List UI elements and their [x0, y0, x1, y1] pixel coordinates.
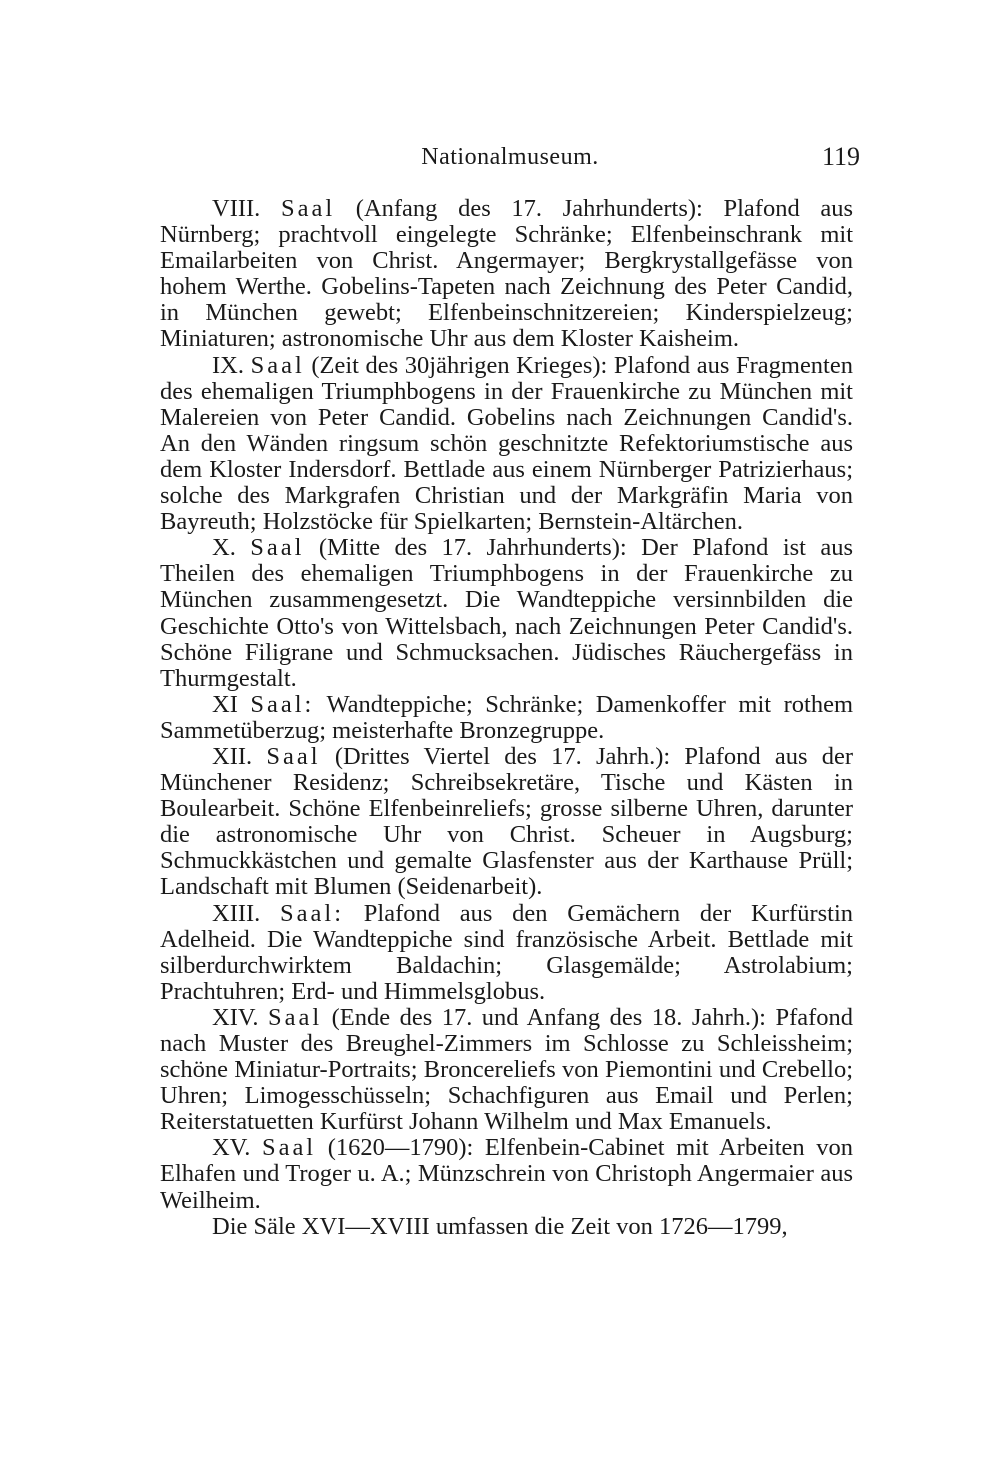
- page-header: [160, 140, 860, 176]
- room-word: Saal: [250, 534, 305, 562]
- page-number: 119: [821, 142, 860, 171]
- paragraph-text: (1620—1790): Elfenbein-Cabinet mit Arbeiten von Elhafen und Troger u. A.; Münzschrein von Christoph Angermaier aus Weilheim.: [160, 1134, 854, 1214]
- room-number: XII.: [212, 742, 253, 770]
- running-title: Nationalmuseum.: [421, 144, 599, 170]
- paragraph-text: Plafond aus den Gemächern der Kurfürstin Adelheid. Die Wandteppiche sind französische Arbeit. Bettlade mit silberdurchwirktem Baldachin; Glasgemälde; Astrolabium; Prachtuhren; Erd- und Himmelsglobus.: [160, 899, 854, 1005]
- paragraph-saal-x: [160, 535, 853, 692]
- paragraph-text: (Drittes Viertel des 17. Jahrh.): Plafond aus der Münchener Residenz; Schreibsekretäre, Tische und Kästen in Boulearbeit. Schöne Elfenbeinreliefs; grosse silberne Uhren, darunter die astronomische Uhr von Christ. Scheuer in Augsburg; Schmuckkästchen und gemalte Glasfenster aus der Karthause Prüll; Landschaft mit Blumen (Seidenarbeit).: [160, 742, 854, 901]
- room-number: VIII.: [212, 195, 261, 222]
- paragraph-saal-xii: [160, 744, 853, 901]
- paragraph-text: (Zeit des 30jährigen Krieges): Plafond aus Fragmenten des ehemaligen Triumphbogens in der Frauenkirche zu München mit Malereien von Peter Candid. Gobelins nach Zeichnungen Candid's. An den Wänden ringsum schön geschnitzte Refektoriumstische aus dem Kloster Indersdorf. Bettlade aus einem Nürnberger Patrizierhaus; solche des Markgrafen Christian und der Markgräfin Maria von Bayreuth; Holzstöcke für Spielkarten; Bernstein-Altärchen.: [160, 351, 853, 536]
- body-text: [160, 196, 853, 1240]
- paragraph-saal-xiv: [160, 1005, 853, 1135]
- paragraph-saal-ix: [160, 353, 853, 536]
- room-word: Saal: [280, 195, 336, 222]
- room-number: X.: [212, 534, 236, 562]
- paragraph-saal-xv: [160, 1135, 853, 1213]
- room-number: IX.: [212, 351, 244, 379]
- paragraph-text: (Ende des 17. und Anfang des 18. Jahrh.): Pfafond nach Muster des Breughel-Zimmers im Schlosse zu Schleissheim; schöne Miniatur-Portraits; Broncereliefs von Piemontini und Crebello; Uhren; Limogesschüsseln; Schachfiguren aus Email und Perlen; Reiterstatuetten Kurfürst Johann Wilhelm und Max Emanuels.: [160, 1003, 854, 1136]
- room-number: XIII.: [212, 899, 261, 927]
- room-word: Saal:: [250, 690, 315, 718]
- paragraph-saal-viii: [160, 196, 853, 353]
- room-number: XI: [212, 690, 238, 718]
- room-number: XIV.: [212, 1003, 259, 1031]
- room-word: Saal:: [280, 899, 345, 927]
- paragraph-saal-xi: [160, 692, 853, 744]
- room-number: XV.: [212, 1134, 251, 1162]
- paragraph-text: Wandteppiche; Schränke; Damenkoffer mit rothem Sammetüberzug; meisterhafte Bronzegruppe.: [160, 690, 854, 744]
- room-word: Saal: [261, 1134, 317, 1162]
- paragraph-saal-xiii: [160, 901, 853, 1005]
- paragraph-text: (Anfang des 17. Jahrhunderts): Plafond aus Nürnberg; prachtvoll eingelegte Schränke; Elfenbeinschrank mit Emailarbeiten von Christ. Angermayer; Bergkrystallgefässe von hohem Werthe. Gobelins-Tapeten nach Zeichnung des Peter Candid, in München gewebt; Elfenbeinschnitzereien; Kinderspielzeug; Miniaturen; astronomische Uhr aus dem Kloster Kaisheim.: [160, 195, 854, 353]
- room-word: Saal: [266, 742, 321, 770]
- paragraph-text: (Mitte des 17. Jahrhunderts): Der Plafond ist aus Theilen des ehemaligen Triumphbogens in der Frauenkirche zu München zusammengesetzt. Die Wandteppiche versinnbilden die Geschichte Otto's von Wittelsbach, nach Zeichnungen Peter Candid's. Schöne Filigrane und Schmucksachen. Jüdisches Räuchergefäss in Thurmgestalt.: [160, 534, 854, 692]
- closing-line: Die Säle XVI—XVIII umfassen die Zeit von 1726—1799,: [212, 1212, 788, 1240]
- room-word: Saal: [267, 1003, 323, 1031]
- room-word: Saal: [250, 351, 305, 379]
